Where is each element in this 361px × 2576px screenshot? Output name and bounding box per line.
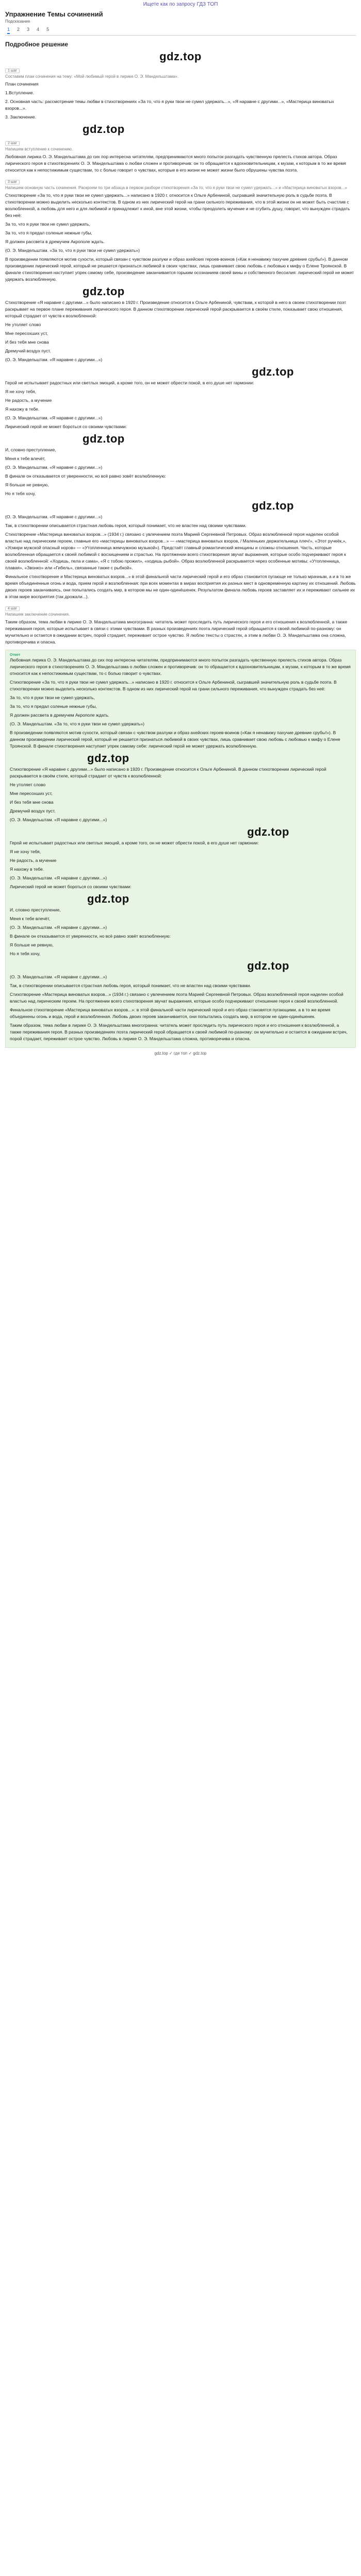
text-line: Мне пересохших уст, [5, 331, 48, 336]
text-line: В произведении появляются мотив сухости, который связан с чувством разлуки и образ ахейских героев-воинов («Как я ненавижу пахучие древние срубы!»). В данном произведении лирический герой, который не решается признаться любимой в своих чувствах, лишь сравнивает свою любовь с любовью к мифу о Елене Троянской. В финале стихотворения наступает упрек самому себе, произведение заканчивается горьким осознанием своей вины и собственного бессилия: лирический герой не может удержать возлюбленную. [5, 257, 354, 282]
answer-body [10, 679, 351, 1020]
step-tag: 2 шаг [5, 141, 20, 146]
text-line: За то, что я предал соленые нежные губы, [5, 230, 92, 235]
text-line: (О. Э. Мандельштам. «Я наравне с другими...») [10, 817, 107, 822]
top-note[interactable]: Ищете как по запросу ГДЗ ТОП [143, 2, 218, 7]
text-line: Я больше не ревную, [10, 942, 54, 947]
text-line: (О. Э. Мандельштам. «За то, что я руки твои не сумел удержать») [10, 721, 144, 726]
text-line: (О. Э. Мандельштам. «Я наравне с другими...») [5, 514, 103, 519]
text-line: (О. Э. Мандельштам. «Я наравне с другими...») [5, 357, 103, 362]
watermark: gdz.top [159, 50, 202, 63]
section-title: Подробное решение [5, 41, 69, 48]
conclusion-paragraph: Таким образом, тема любви в лирике О. Э. Мандельштама многогранна: читатель может проследить путь лирического героя и его отношения к возлюбленной, а также переживания героя, которые испытывает в связи с этими чувствами. В разных произведениях поэта лирический герой обращается к своей любимой по-разному: он мучительно и остается в ожидании встреч, порой страдает, переживает острое чувство. Я люблю тексты о страстях, а этим в любви О. Э. Мандельштама она сложна, противоречива и опасна. [5, 619, 348, 645]
text-line: (О. Э. Мандельштам. «Я наравне с другими...») [5, 465, 103, 470]
text-line: Лирический герой не может бороться со своими чувствами: [5, 424, 127, 429]
pager [5, 26, 356, 36]
text-line: Герой не испытывает радостных или светлых эмоций, а кроме того, он не может обрести покой, в его душе нет гармонии: [5, 380, 254, 385]
page-tab-1[interactable]: 1 [7, 27, 10, 34]
text-line: Стихотворение «Я наравне с другими...» было написано в 1920 г. Произведение относится к Ольге Арбениной, чувствам, к которой в него в своем стихотворении поэт раскрывает на первое плане переживания лирического героя. В данном стихотворении лирический герой раскрывается в своём стиле, показывает свою отношения, который страдает от чувств к возлюбленной: [5, 300, 347, 318]
text-line: (О. Э. Мандельштам. «Я наравне с другими...») [10, 875, 107, 880]
text-line: Я нахожу в тебе. [10, 867, 44, 872]
watermark: gdz.top [252, 365, 294, 378]
text-line: Я нахожу в тебе. [5, 406, 40, 412]
plan-line: План сочинения [5, 81, 39, 87]
body-section [5, 192, 356, 600]
text-line: Но я тебя хочу, [10, 951, 41, 956]
text-line: Я больше не ревную, [5, 482, 49, 487]
watermark: gdz.top [247, 959, 289, 972]
step-note: Напишем основную часть сочинения. Раскроем по три абзаца в первом разборе стихотворения «За то, что я руки твои не сумел удержать...» и «Мастерица виноватых взоров...» [5, 185, 347, 190]
text-line: (О. Э. Мандельштам. «Я наравне с другими...») [10, 974, 107, 979]
step-tag: 1 шаг [5, 69, 20, 73]
text-line: Не утоляет слово [10, 782, 46, 787]
step-tag: 3 шаг [5, 180, 20, 184]
text-line: Герой не испытывает радостных или светлых эмоций, а кроме того, он не может обрести покой, в его душе нет гармонии: [10, 840, 259, 845]
watermark: gdz.top [87, 892, 129, 905]
page-tab-3[interactable]: 3 [27, 27, 30, 32]
text-line: В финале он отказывается от уверенности, но всё равно зовёт возлюбленную: [5, 473, 167, 479]
text-line: (О. Э. Мандельштам. «Я наравне с другими...») [10, 925, 107, 930]
text-line: Так, в стихотворении описывается страстная любовь героя, который понимает, что не властен над своими чувствами. [5, 523, 247, 528]
step-note: Напишем заключение сочинения. [5, 612, 70, 617]
answer-tag: Ответ [10, 653, 21, 657]
watermark: gdz.top [83, 432, 125, 445]
text-line: Я не хочу тебя, [10, 849, 41, 854]
page-title: Упражнение Темы сочинений [5, 10, 103, 18]
text-line: (О. Э. Мандельштам. «За то, что я руки твои не сумел удержать») [5, 248, 140, 253]
watermark: gdz.top [83, 285, 125, 298]
page-tab-5[interactable]: 5 [46, 27, 50, 32]
watermark: gdz.top [252, 499, 294, 512]
page-tab-2[interactable]: 2 [17, 27, 20, 32]
text-line: В финале он отказывается от уверенности, но всё равно зовёт возлюбленную: [10, 934, 171, 939]
text-line: Не радость, а мучение [5, 398, 52, 403]
text-line: Финальное стихотворение «Мастерица виноватых взоров...»: в этой финальной части лирический герой и его образ становятся пугающими, а в то же время объединены огонь и вода, герой и возлюбленная. Любовь двоих героев заканчивается, они попытались создать мир, в котором не один-одинёшенек. [10, 1007, 331, 1019]
page-subtitle: Подсказание [5, 19, 30, 24]
text-line: И без тебя мне снова [5, 340, 49, 345]
step-note: Составим план сочинения на тему: «Мой любимый герой в лирике О. Э. Мандельштама». [5, 74, 179, 79]
text-line: Стихотворение «Мастерица виноватых взоров...» (1934 г.) связано с увлечением поэта Марией Сергеевной Петровых. Образ возлюбленной героя наделен особой властью над лирическим героем. На протяжении всего стихотворения звучат выражения, которые особо подчеркивают отношение героя к своей возлюбленной. [10, 992, 343, 1004]
text-line: И, словно преступление, [5, 447, 56, 452]
text-line: И, словно преступление, [10, 907, 61, 912]
plan-line: 2. Основная часть: рассмотрение темы любви в стихотворениях «За то, что я руки твои не сумел удержать...», «Я наравне с другими...», «Мастерица виноватых взоров...». [5, 99, 334, 111]
text-line: Меня к тебе влечёт, [5, 456, 46, 461]
answer-conclusion: Таким образом, тема любви в лирике О. Э. Мандельштама многогранна: читатель может проследить путь лирического героя и его отношения к возлюбленной, а также переживания героя. В разных произведениях поэта лирический герой обращается к своей любимой по-разному: он мучительно и остается в ожидании встреч, порой страдает, переживает острое чувство. Любовь в лирике О. Э. Мандельштама сложна, противоречива и опасна. [10, 1023, 348, 1041]
footer: gdz.top ✓ где топ ✓ gdz.top [154, 1051, 207, 1056]
text-line: За то, что я руки твои не сумел удержать, [10, 695, 95, 700]
text-line: Дремучий воздух пуст. [10, 808, 56, 814]
watermark: gdz.top [247, 825, 289, 838]
text-line: За то, что я предал соленые нежные губы, [10, 704, 97, 709]
text-line: Дремучий воздух пуст. [5, 348, 51, 353]
step-note: Напишем вступление к сочинению. [5, 147, 73, 151]
text-line: В произведении появляются мотив сухости, который связан с чувством разлуки и образ ахейских героев-воинов («Как я ненавижу пахучие древние срубы!»). В данном произведении лирический герой, который не решается признаться любимой в своих чувствах, лишь сравнивает свою любовь с любовью к мифу о Елене Троянской. В финале стихотворения наступает упрек самому себе: лирический герой не может удержать возлюбленную. [10, 730, 340, 749]
text-line: Меня к тебе влечёт, [10, 916, 51, 921]
text-line: Стихотворение «За то, что я руки твои не сумел удержать...» написано в 1920 г. относится к Ольге Арбениной, сыгравшей значительную роль в судьбе поэта. В стихотворении можно выделить несколько контекстов. В одном из них лирический герой на грани сильного переживания, что вынужден страдать без неё: [10, 680, 337, 691]
intro-paragraph: Любовная лирика О. Э. Мандельштама до сих пор интересна читателям, предпринимаются много попыток разгадать чувственную прелесть стихов автора. Образ лирического героя в стихотворениях О. Э. Мандельштама о любви сложен и противоречив: он то обращается к вдохновительницам, к музам, к которым в то же время относится как к непостижимым существам, то с болью говорит о чувствах, которые в его жизни не может жизни было обрушены чувства поэта. [5, 154, 346, 173]
plan-line: 1.Вступление. [5, 90, 35, 95]
text-line: Лирический герой не может бороться со своими чувствами: [10, 884, 132, 889]
answer-block [5, 650, 356, 1048]
text-line: Так, в стихотворении описывается страстная любовь героя, который понимает, что не властен над своими чувствами. [10, 983, 251, 988]
answer-intro: Любовная лирика О. Э. Мандельштама до сих пор интересна читателям, предпринимаются много попыток разгадать чувственную прелесть стихов автора. Образ лирического героя в стихотворениях О. Э. Мандельштама о любви сложен и противоречив: он то обращается к вдохновительницам, к музам, к которым в то же время относится как к непостижимым существам, то с болью говорит о чувствах. [10, 657, 351, 676]
page-tab-4[interactable]: 4 [37, 27, 40, 32]
text-line: Но я тебя хочу, [5, 491, 36, 496]
text-line: Не утоляет слово [5, 322, 41, 327]
step-tag: 4 шаг [5, 606, 20, 611]
text-line: Мне пересохших уст, [10, 791, 53, 796]
text-line: И без тебя мне снова [10, 800, 54, 805]
text-line: Я должен рассвета в дремучем Акрополе ждать. [10, 713, 109, 718]
text-line: (О. Э. Мандельштам. «Я наравне с другими...») [5, 415, 103, 420]
text-line: Не радость, а мучение [10, 858, 57, 863]
text-line: Стихотворение «Мастерица виноватых взоров...» (1934 г.) связано с увлечением поэта Марией Сергеевной Петровых. Образ возлюбленной героя наделен особой властью над лирическим героем, главные его «мастерицы виноватых взоров...» — «мастерица виноватых взоров, / Маленьких держательница плеч!», «Этот ручеёк,», «Усмири мужской опасный норов» — «Утопленница жемчужною музыкой»). Предстаёт главный романтический женщины и сложны отношения. Часть, которые возлюбленная обращается к своей любимой с восхищением и страстью. На протяжении всего стихотворения звучат выражения, которые особо подчеркивают героя к своей возлюбленной: «Ходишь, пела и сама», «Я с тобою прожил», «ходишь рыбой». Образ возлюбленной раскрывается через особенные мотивы: «Утопленница, плавая», «Звонко» или «Гибель», связанные также с рыбкой». [5, 532, 347, 570]
watermark: gdz.top [87, 752, 129, 765]
text-line: Стихотворение «Я наравне с другими...» было написано в 1920 г. Произведение относится к Ольге Арбениной. В данном стихотворении лирический герой раскрывается в своём стиле, который страдает от чувств к возлюбленной: [10, 767, 326, 778]
text-line: Я не хочу тебя, [5, 389, 37, 394]
text-line: Стихотворение «За то, что я руки твои не сумел удержать...» написано в 1920 г. относится к Ольге Арбениной, сыгравшей значительную роль в судьбе поэта. В стихотворении можно выделить несколько контекстов. В одном из них лирический герой на грани сильного переживания, что в этой жизни он не может быть счастлив с возлюбленной, а любовь для него и для любимой и принадлежит к иной, вне этой жизни, чтобы преодолеть мучение и не сгубить душу, говорит, что вынужден страдать без неё: [5, 193, 350, 218]
text-line: Финальное стихотворение и Мастерица виноватых взоров...» в этой финальной части лирический герой и его образ становится пугающе не только мрачным, а и в то же время объединенные огонь и вода, прием герой и возлюбленная: при всех моментах в мирах восприятия их разных мест в одновременную картину их отношений. Любовь двоих героев заканчиваясь, они попытались создать мир, в котором мы не один-одинёшенек. Результатом финала любовь героев заставляет их и переживают сильнее их в этом мире восприятия (так дрожали...). [5, 574, 356, 599]
text-line: За то, что я руки твои не сумел удержать, [5, 222, 90, 227]
text-line: Я должен рассвета в дремучем Акрополе ждать. [5, 239, 105, 244]
watermark: gdz.top [83, 123, 125, 135]
plan-line: 3. Заключение. [5, 114, 36, 120]
